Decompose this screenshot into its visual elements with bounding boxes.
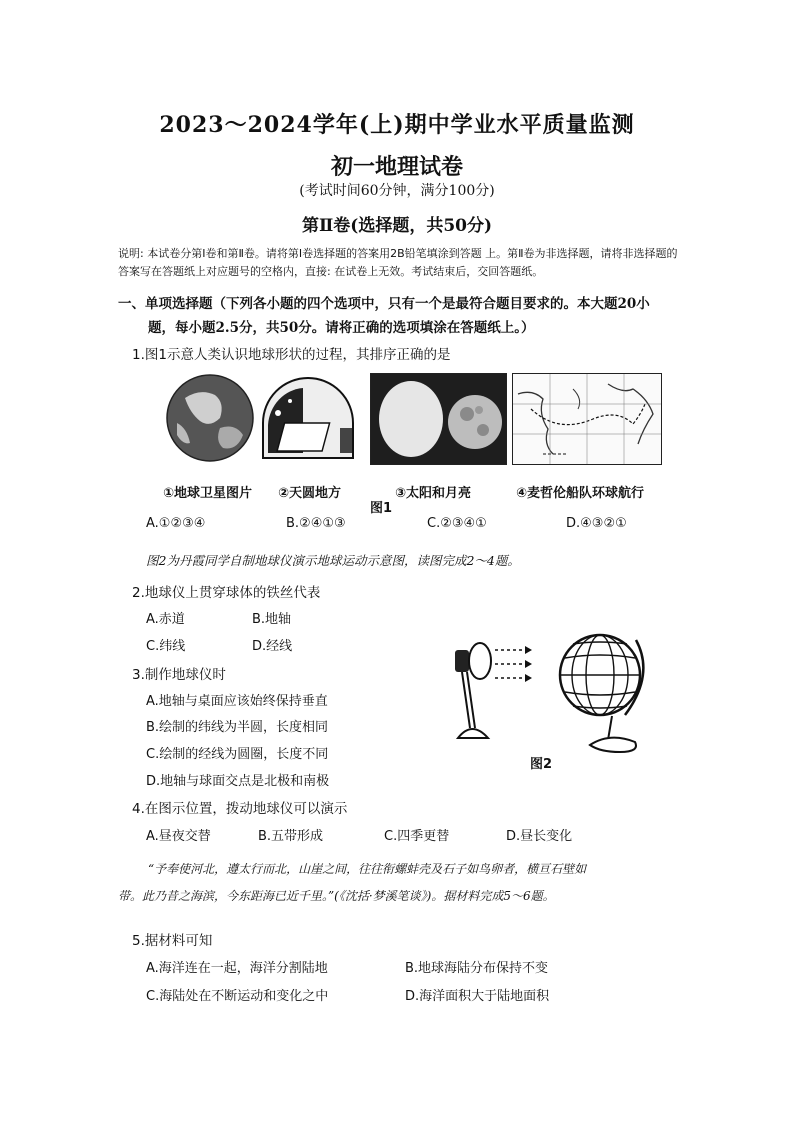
exam-time-info: (考试时间60分钟，满分100分) xyxy=(299,183,495,199)
q5-option-b: B.地球海陆分布保持不变 xyxy=(405,961,549,976)
q1-option-d: D.④③②① xyxy=(566,516,627,531)
q4-option-a: A.昼夜交替 xyxy=(146,829,211,844)
q3-option-a: A.地轴与桌面应该始终保持垂直 xyxy=(146,694,328,709)
question-3-stem: 3.制作地球仪时 xyxy=(132,667,226,683)
fig1-caption-2: ②天圆地方 xyxy=(278,486,342,501)
q4-option-d: D.昼长变化 xyxy=(506,829,573,844)
exam-part: 第Ⅱ卷(选择题，共50分) xyxy=(301,216,493,236)
q5-option-c: C.海陆处在不断运动和变化之中 xyxy=(146,989,329,1004)
sun-and-moon-image xyxy=(370,373,507,465)
fig1-caption-3: ③太阳和月亮 xyxy=(395,486,472,501)
question-2-stem: 2.地球仪上贯穿球体的铁丝代表 xyxy=(132,585,321,601)
q3-option-b: B.绘制的纬线为半圆，长度相同 xyxy=(146,720,329,735)
q3-option-c: C.绘制的经线为圆圈，长度不同 xyxy=(146,747,329,762)
material-quote-line1: “予奉使河北，遵太行而北，山崖之间，往往衔螺蚌壳及石子如鸟卵者，横亘石壁如 xyxy=(148,862,587,876)
fig1-label: 图1 xyxy=(370,501,393,516)
material-quote-line2: 带。此乃昔之海滨，今东距海已近千里。”(《沈括·梦溪笔谈》)。据材料完成5～6题。 xyxy=(118,889,555,903)
section-heading-line2: 题，每小题2.5分，共50分。请将正确的选项填涂在答题纸上。） xyxy=(148,320,535,336)
question-4-stem: 4.在图示位置，拨动地球仪可以演示 xyxy=(132,801,348,817)
material-quote xyxy=(118,856,678,910)
section-heading-line1: 一、单项选择题（下列各小题的四个选项中，只有一个是最符合题目要求的。本大题20小 xyxy=(118,296,650,312)
magellan-voyage-map-image xyxy=(512,373,662,465)
exam-title: 2023～2024学年(上)期中学业水平质量监测 xyxy=(159,112,635,138)
q2-option-c: C.纬线 xyxy=(146,639,186,654)
section-heading xyxy=(118,292,678,340)
q2-option-a: A.赤道 xyxy=(146,612,185,627)
q2-option-b: B.地轴 xyxy=(252,612,292,627)
fig1-caption-1: ①地球卫星图片 xyxy=(163,486,253,501)
question-1-stem: 1.图1示意人类认识地球形状的过程，其排序正确的是 xyxy=(132,347,451,363)
fan-and-globe-figure xyxy=(440,620,660,760)
q2-option-d: D.经线 xyxy=(252,639,293,654)
fig2-label: 图2 xyxy=(530,757,553,772)
exam-subject: 初一地理试卷 xyxy=(330,154,463,180)
q1-option-a: A.①②③④ xyxy=(146,516,206,531)
earth-satellite-image xyxy=(165,373,255,463)
q5-option-a: A.海洋连在一起，海洋分割陆地 xyxy=(146,961,328,976)
q4-option-c: C.四季更替 xyxy=(384,829,450,844)
q1-option-b: B.②④①③ xyxy=(286,516,346,531)
q3-option-d: D.地轴与球面交点是北极和南极 xyxy=(146,774,330,789)
q1-option-c: C.②③④① xyxy=(427,516,487,531)
fig1-caption-4: ④麦哲伦船队环球航行 xyxy=(516,486,645,501)
instructions: 说明: 本试卷分第Ⅰ卷和第Ⅱ卷。请将第Ⅰ卷选择题的答案用2B铅笔填涂到答题 上。第Ⅱ卷为非选择题，请将非选择题的答案写在答题纸上对应题号的空格内，直接: 在试卷上无效。考试结束后，交回答题纸。 xyxy=(118,247,678,278)
q4-option-b: B.五带形成 xyxy=(258,829,324,844)
heaven-round-earth-square-image xyxy=(258,373,358,463)
intro-q2-4: 图2为丹霞同学自制地球仪演示地球运动示意图，读图完成2～4题。 xyxy=(146,553,520,568)
question-5-stem: 5.据材料可知 xyxy=(132,933,213,949)
q5-option-d: D.海洋面积大于陆地面积 xyxy=(405,989,550,1004)
